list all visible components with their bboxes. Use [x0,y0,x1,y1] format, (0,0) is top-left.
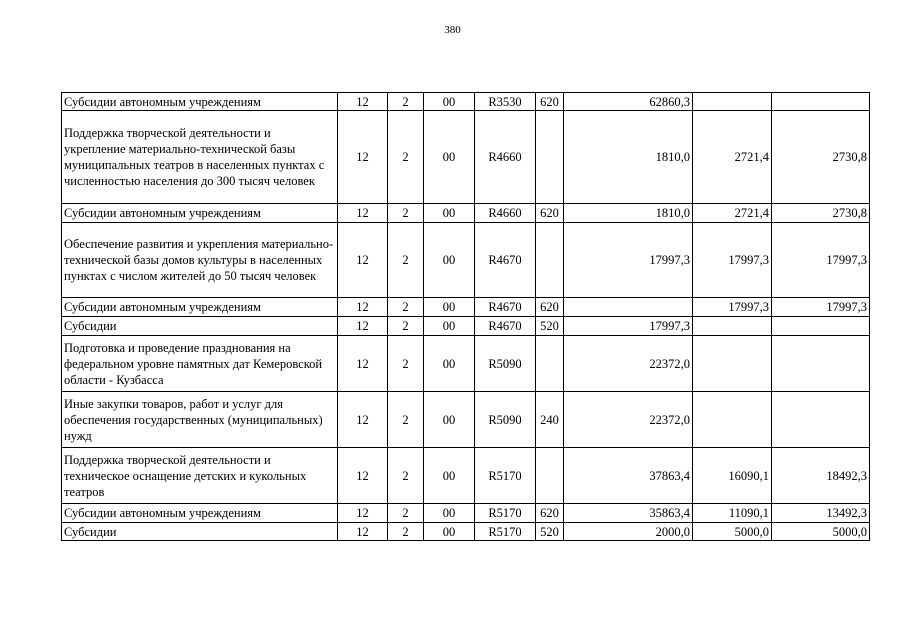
row-amount-2: 2721,4 [693,204,772,223]
row-name: Субсидии [62,523,338,541]
row-program: 00 [424,298,475,317]
row-target: R3530 [475,93,536,111]
row-section: 12 [338,336,388,392]
row-expense-type: 620 [536,204,564,223]
row-amount-1: 1810,0 [564,111,693,204]
row-amount-1: 22372,0 [564,392,693,448]
row-subsection: 2 [388,317,424,336]
table-row [62,223,870,298]
row-target: R4660 [475,111,536,204]
row-amount-2: 5000,0 [693,523,772,541]
row-section: 12 [338,204,388,223]
row-expense-type: 520 [536,317,564,336]
row-amount-1: 22372,0 [564,336,693,392]
row-amount-3 [772,336,870,392]
row-expense-type [536,111,564,204]
row-amount-1: 37863,4 [564,448,693,504]
row-subsection: 2 [388,504,424,523]
row-program: 00 [424,93,475,111]
table-row [62,317,870,336]
row-amount-1: 35863,4 [564,504,693,523]
table-row [62,392,870,448]
row-subsection: 2 [388,523,424,541]
row-expense-type: 520 [536,523,564,541]
row-name: Иные закупки товаров, работ и услуг для обеспечения государственных (муниципальных) нужд [62,392,338,448]
row-expense-type [536,336,564,392]
row-name: Поддержка творческой деятельности и укрепление материально-технической базы муниципальных театров в населенных пунктах с численностью населения до 300 тысяч человек [62,111,338,204]
row-name: Обеспечение развития и укрепления материально-технической базы домов культуры в населенных пунктах с числом жителей до 50 тысяч человек [62,223,338,298]
row-name: Субсидии автономным учреждениям [62,204,338,223]
row-section: 12 [338,448,388,504]
row-name: Поддержка творческой деятельности и техническое оснащение детских и кукольных театров [62,448,338,504]
row-name: Субсидии автономным учреждениям [62,298,338,317]
table-row [62,93,870,111]
row-subsection: 2 [388,448,424,504]
row-target: R4670 [475,223,536,298]
row-amount-3: 5000,0 [772,523,870,541]
row-amount-3: 13492,3 [772,504,870,523]
table-row [62,504,870,523]
page-number: 380 [444,24,461,36]
row-amount-2 [693,317,772,336]
row-program: 00 [424,111,475,204]
row-amount-1: 1810,0 [564,204,693,223]
row-target: R4670 [475,298,536,317]
row-expense-type: 620 [536,504,564,523]
table-row [62,204,870,223]
row-expense-type: 620 [536,298,564,317]
row-amount-3: 17997,3 [772,223,870,298]
table-row [62,111,870,204]
row-target: R5090 [475,392,536,448]
row-amount-1: 17997,3 [564,223,693,298]
row-target: R5170 [475,504,536,523]
row-amount-3: 17997,3 [772,298,870,317]
row-program: 00 [424,504,475,523]
row-subsection: 2 [388,111,424,204]
row-target: R4670 [475,317,536,336]
row-section: 12 [338,523,388,541]
row-program: 00 [424,448,475,504]
row-program: 00 [424,336,475,392]
row-subsection: 2 [388,223,424,298]
row-expense-type: 240 [536,392,564,448]
row-program: 00 [424,392,475,448]
budget-table [61,92,870,541]
row-expense-type: 620 [536,93,564,111]
table-row [62,298,870,317]
row-section: 12 [338,111,388,204]
row-amount-1: 2000,0 [564,523,693,541]
row-amount-2: 17997,3 [693,223,772,298]
row-subsection: 2 [388,392,424,448]
row-amount-2 [693,93,772,111]
row-section: 12 [338,298,388,317]
row-name: Подготовка и проведение празднования на федеральном уровне памятных дат Кемеровской области - Кузбасса [62,336,338,392]
row-amount-3 [772,93,870,111]
row-amount-1 [564,298,693,317]
row-target: R5170 [475,448,536,504]
row-subsection: 2 [388,298,424,317]
row-expense-type [536,448,564,504]
row-program: 00 [424,204,475,223]
row-amount-3: 2730,8 [772,111,870,204]
row-amount-2: 16090,1 [693,448,772,504]
row-program: 00 [424,523,475,541]
row-amount-2: 2721,4 [693,111,772,204]
row-section: 12 [338,223,388,298]
row-section: 12 [338,504,388,523]
row-expense-type [536,223,564,298]
row-amount-2: 17997,3 [693,298,772,317]
row-program: 00 [424,223,475,298]
row-amount-3: 2730,8 [772,204,870,223]
row-name: Субсидии автономным учреждениям [62,504,338,523]
row-amount-2: 11090,1 [693,504,772,523]
row-target: R5170 [475,523,536,541]
row-amount-3: 18492,3 [772,448,870,504]
row-subsection: 2 [388,93,424,111]
row-program: 00 [424,317,475,336]
table-row [62,523,870,541]
row-amount-1: 62860,3 [564,93,693,111]
row-subsection: 2 [388,204,424,223]
row-amount-3 [772,392,870,448]
row-name: Субсидии автономным учреждениям [62,93,338,111]
row-target: R5090 [475,336,536,392]
table-row [62,336,870,392]
row-amount-3 [772,317,870,336]
row-amount-2 [693,392,772,448]
row-amount-2 [693,336,772,392]
row-amount-1: 17997,3 [564,317,693,336]
row-subsection: 2 [388,336,424,392]
row-target: R4660 [475,204,536,223]
table-row [62,448,870,504]
row-section: 12 [338,317,388,336]
row-name: Субсидии [62,317,338,336]
row-section: 12 [338,93,388,111]
row-section: 12 [338,392,388,448]
